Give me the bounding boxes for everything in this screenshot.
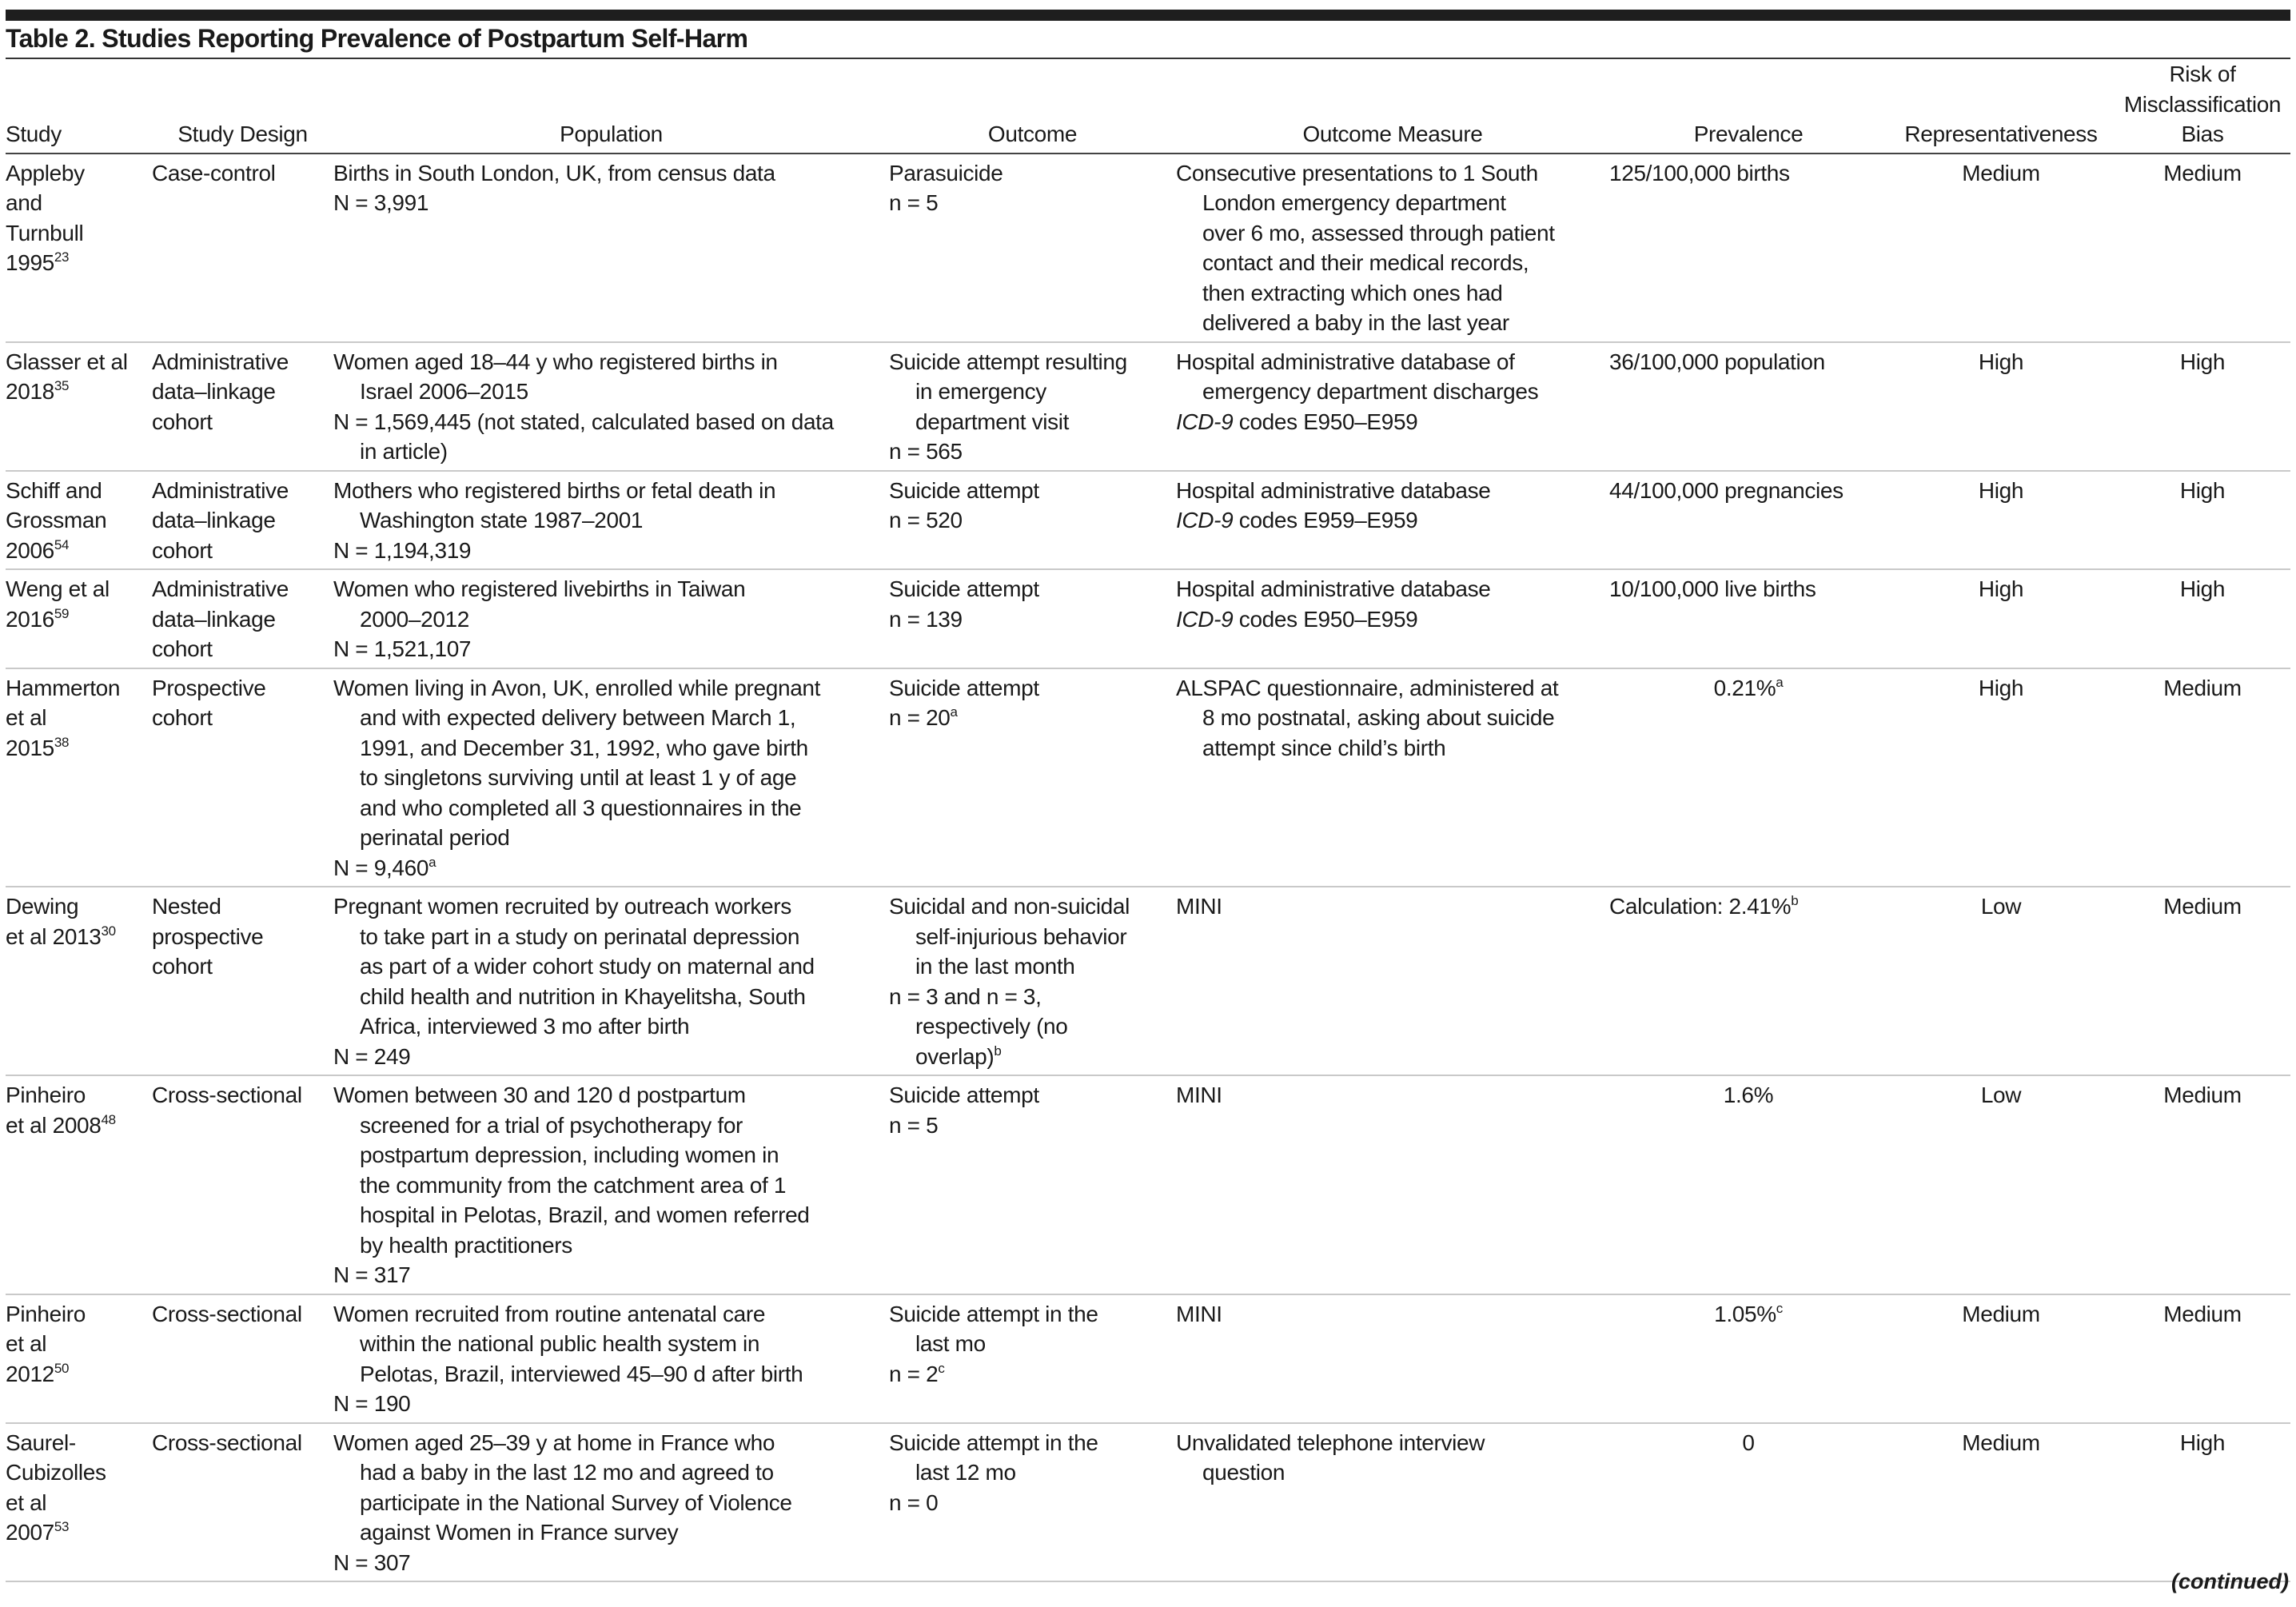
table-row	[6, 887, 2290, 1075]
study-design-cell	[152, 668, 333, 887]
study-line	[6, 1517, 152, 1548]
design-line: prospective	[152, 923, 264, 949]
footnote-marker: c	[1776, 1300, 1783, 1316]
population-line: N = 307	[333, 1549, 411, 1575]
outcome-line: n = 520	[889, 508, 963, 532]
measure-cell	[1176, 471, 1609, 570]
measure-line: Hospital administrative database	[1176, 576, 1491, 601]
prevalence-value	[1609, 1299, 1887, 1330]
header-prevalence: Prevalence	[1609, 59, 1887, 154]
population-line	[333, 853, 889, 883]
footnote-marker: b	[994, 1043, 1002, 1059]
population-line: Women recruited from routine antenatal care	[333, 1301, 766, 1326]
study-design-cell	[152, 1294, 333, 1423]
measure-line: Hospital administrative database	[1176, 477, 1491, 503]
risk-of-bias-cell: High	[2115, 569, 2290, 668]
study-line	[6, 922, 152, 952]
line-text: 1.6%	[1723, 1083, 1774, 1107]
header-risk-of-misclassification-bias	[2115, 59, 2290, 154]
header-risk-line: Risk of	[2169, 62, 2236, 86]
line-text: 0	[1742, 1430, 1755, 1455]
measure-line: then extracting which ones had	[1202, 280, 1503, 305]
measure-line: question	[1202, 1460, 1286, 1485]
footnote-marker: a	[1776, 674, 1784, 690]
table-row	[6, 154, 2290, 342]
study-line: et al	[6, 1331, 47, 1356]
measure-line: London emergency department	[1202, 190, 1506, 215]
line-text: N = 9,460	[333, 855, 429, 880]
risk-of-bias-cell: High	[2115, 1423, 2290, 1582]
population-line: Pelotas, Brazil, interviewed 45–90 d after birth	[360, 1361, 803, 1386]
population-line: Israel 2006–2015	[360, 379, 528, 404]
line-text: 1.05%	[1714, 1301, 1776, 1326]
measure-line: ALSPAC questionnaire, administered at	[1176, 675, 1559, 700]
population-line: Mothers who registered births or fetal death in	[333, 477, 776, 503]
line-text: 125/100,000 births	[1609, 160, 1790, 185]
header-risk-line: Bias	[2181, 122, 2224, 146]
population-line: postpartum depression, including women in	[360, 1142, 779, 1167]
line-text: 10/100,000 live births	[1609, 576, 1816, 601]
footnote-marker: 38	[54, 734, 70, 750]
prevalence-value	[1609, 574, 1887, 604]
measure-line	[1176, 407, 1609, 437]
population-line: in article)	[360, 439, 448, 464]
outcome-line: Suicidal and non-suicidal	[889, 894, 1130, 919]
study-cell	[6, 471, 152, 570]
design-line: Cross-sectional	[152, 1083, 302, 1107]
line-text: 2012	[6, 1361, 54, 1386]
study-cell	[6, 668, 152, 887]
design-line: Prospective	[152, 675, 266, 700]
population-line: N = 1,521,107	[333, 636, 472, 661]
header-outcome-measure: Outcome Measure	[1176, 59, 1609, 154]
study-line	[6, 248, 152, 278]
population-line: Women who registered livebirths in Taiwan	[333, 576, 746, 601]
measure-line	[1176, 505, 1609, 536]
study-line: Appleby	[6, 160, 85, 185]
study-cell	[6, 1294, 152, 1423]
population-cell	[333, 1423, 889, 1582]
prevalence-value	[1609, 158, 1887, 189]
outcome-line: in the last month	[915, 954, 1075, 979]
prevalence-cell	[1609, 154, 1887, 342]
line-text: n = 20	[889, 705, 951, 730]
header-row	[6, 59, 2290, 154]
outcome-line: in emergency	[915, 379, 1046, 404]
table-row	[6, 471, 2290, 570]
study-line: and	[6, 190, 42, 215]
prevalence-value	[1609, 1080, 1887, 1111]
design-line: data–linkage	[152, 508, 276, 532]
population-cell	[333, 887, 889, 1075]
outcome-cell	[889, 342, 1176, 471]
representativeness-cell: High	[1887, 668, 2115, 887]
study-cell	[6, 154, 152, 342]
table-row	[6, 342, 2290, 471]
population-line: N = 317	[333, 1262, 411, 1287]
header-population: Population	[333, 59, 889, 154]
measure-cell	[1176, 342, 1609, 471]
population-line: Women between 30 and 120 d postpartum	[333, 1083, 746, 1107]
risk-of-bias-cell: High	[2115, 342, 2290, 471]
outcome-line: last mo	[915, 1331, 986, 1356]
measure-line	[1176, 604, 1609, 635]
line-text: 1995	[6, 250, 54, 275]
population-line: and with expected delivery between March 1,	[360, 705, 796, 730]
population-line: perinatal period	[360, 825, 510, 850]
design-line: Administrative	[152, 576, 289, 601]
representativeness-cell: Low	[1887, 1075, 2115, 1294]
measure-line: Consecutive presentations to 1 South	[1176, 160, 1538, 185]
population-line: Women living in Avon, UK, enrolled while pregnant	[333, 675, 821, 700]
design-line: Nested	[152, 894, 221, 919]
outcome-cell	[889, 471, 1176, 570]
design-line: cohort	[152, 705, 213, 730]
footnote-marker: 23	[54, 249, 70, 265]
risk-of-bias-cell: Medium	[2115, 887, 2290, 1075]
top-rule	[6, 10, 2290, 21]
measure-line: MINI	[1176, 894, 1222, 919]
population-cell	[333, 471, 889, 570]
header-study-design: Study Design	[152, 59, 333, 154]
outcome-cell	[889, 1423, 1176, 1582]
outcome-line: n = 565	[889, 439, 963, 464]
study-line	[6, 377, 152, 407]
outcome-line: last 12 mo	[915, 1460, 1016, 1485]
prevalence-cell	[1609, 471, 1887, 570]
table-row	[6, 569, 2290, 668]
population-line: the community from the catchment area of 1	[360, 1172, 787, 1198]
study-line: Schiff and	[6, 477, 102, 503]
line-text: codes E959–E959	[1233, 508, 1418, 532]
outcome-cell	[889, 1294, 1176, 1423]
outcome-line: Suicide attempt resulting	[889, 349, 1127, 374]
study-line: Pinheiro	[6, 1083, 86, 1107]
representativeness-cell: Medium	[1887, 154, 2115, 342]
design-line: cohort	[152, 537, 213, 563]
population-line: N = 190	[333, 1391, 411, 1416]
risk-of-bias-cell: Medium	[2115, 668, 2290, 887]
footnote-marker: 54	[54, 536, 70, 552]
study-cell	[6, 1423, 152, 1582]
study-line: Weng et al	[6, 576, 110, 601]
measure-line: attempt since child’s birth	[1202, 735, 1446, 760]
outcome-line: Suicide attempt	[889, 1083, 1039, 1107]
population-cell	[333, 342, 889, 471]
outcome-cell	[889, 569, 1176, 668]
design-line: Cross-sectional	[152, 1430, 302, 1455]
outcome-line	[889, 1359, 1176, 1390]
line-text: 2016	[6, 606, 54, 632]
line-text: 36/100,000 population	[1609, 349, 1825, 374]
population-line: 1991, and December 31, 1992, who gave birth	[360, 735, 808, 760]
line-text: 44/100,000 pregnancies	[1609, 477, 1844, 503]
study-design-cell	[152, 569, 333, 668]
study-line	[6, 1111, 152, 1141]
outcome-line: Suicide attempt	[889, 477, 1039, 503]
outcome-line: n = 3 and n = 3,	[889, 983, 1042, 1009]
measure-line: emergency department discharges	[1202, 379, 1539, 404]
risk-of-bias-cell: Medium	[2115, 1294, 2290, 1423]
study-line: Dewing	[6, 894, 79, 919]
risk-of-bias-cell: High	[2115, 471, 2290, 570]
outcome-line: self-injurious behavior	[915, 923, 1127, 949]
prevalence-table	[6, 59, 2290, 1582]
outcome-line: Suicide attempt	[889, 675, 1039, 700]
measure-line: 8 mo postnatal, asking about suicide	[1202, 705, 1555, 730]
footnote-marker: 30	[101, 923, 116, 939]
population-line: Women aged 25–39 y at home in France who	[333, 1430, 775, 1455]
line-text: et al 2008	[6, 1112, 102, 1138]
prevalence-cell	[1609, 1075, 1887, 1294]
population-line: as part of a wider cohort study on maternal and	[360, 954, 815, 979]
line-text: codes E950–E959	[1233, 409, 1418, 434]
population-line: within the national public health system in	[360, 1331, 760, 1356]
measure-line: over 6 mo, assessed through patient	[1202, 220, 1555, 245]
measure-cell	[1176, 154, 1609, 342]
italic-code: ICD-9	[1176, 508, 1234, 532]
line-text: overlap)	[915, 1043, 995, 1069]
population-line: by health practitioners	[360, 1232, 572, 1258]
prevalence-value	[1609, 891, 1887, 922]
risk-of-bias-cell: Medium	[2115, 1075, 2290, 1294]
footnote-marker: a	[429, 854, 436, 870]
population-line: to singletons surviving until at least 1 y of age	[360, 765, 797, 790]
population-cell	[333, 154, 889, 342]
measure-line: Hospital administrative database of	[1176, 349, 1515, 374]
study-line	[6, 1359, 152, 1390]
header-outcome: Outcome	[889, 59, 1176, 154]
outcome-line: Suicide attempt in the	[889, 1301, 1098, 1326]
population-cell	[333, 668, 889, 887]
study-design-cell	[152, 1075, 333, 1294]
population-line: Washington state 1987–2001	[360, 508, 644, 532]
population-cell	[333, 1294, 889, 1423]
study-line: Turnbull	[6, 220, 84, 245]
representativeness-cell: Medium	[1887, 1294, 2115, 1423]
italic-code: ICD-9	[1176, 409, 1234, 434]
representativeness-cell: Medium	[1887, 1423, 2115, 1582]
design-line: cohort	[152, 409, 213, 434]
measure-cell	[1176, 1423, 1609, 1582]
outcome-cell	[889, 668, 1176, 887]
footnote-marker: b	[1791, 893, 1799, 908]
footnote-marker: c	[938, 1360, 945, 1376]
design-line: Case-control	[152, 160, 276, 185]
outcome-cell	[889, 1075, 1176, 1294]
study-line: Hammerton	[6, 675, 121, 700]
population-cell	[333, 569, 889, 668]
line-text: n = 2	[889, 1361, 939, 1386]
footnote-marker: a	[950, 704, 958, 720]
outcome-cell	[889, 154, 1176, 342]
footnote-marker: 48	[101, 1111, 116, 1127]
outcome-line: n = 0	[889, 1489, 939, 1515]
population-line: Africa, interviewed 3 mo after birth	[360, 1014, 690, 1039]
population-cell	[333, 1075, 889, 1294]
study-design-cell	[152, 887, 333, 1075]
measure-cell	[1176, 1294, 1609, 1423]
population-line: Births in South London, UK, from census data	[333, 160, 775, 185]
measure-line: contact and their medical records,	[1202, 250, 1529, 275]
design-line: cohort	[152, 954, 213, 979]
outcome-line: n = 5	[889, 190, 939, 215]
study-line	[6, 536, 152, 566]
study-cell	[6, 342, 152, 471]
representativeness-cell: Low	[1887, 887, 2115, 1075]
study-line: et al	[6, 1489, 47, 1515]
measure-cell	[1176, 1075, 1609, 1294]
representativeness-cell: High	[1887, 342, 2115, 471]
footnote-marker: 35	[54, 378, 70, 393]
outcome-line	[889, 1042, 1176, 1072]
study-line: Glasser et al	[6, 349, 128, 374]
population-line: had a baby in the last 12 mo and agreed to	[360, 1460, 774, 1485]
design-line: data–linkage	[152, 379, 276, 404]
representativeness-cell: High	[1887, 569, 2115, 668]
study-line: Saurel-	[6, 1430, 76, 1455]
prevalence-cell	[1609, 1423, 1887, 1582]
table-row	[6, 1075, 2290, 1294]
line-text: 2015	[6, 735, 54, 760]
outcome-line: Suicide attempt	[889, 576, 1039, 601]
population-line: N = 3,991	[333, 190, 429, 215]
prevalence-cell	[1609, 668, 1887, 887]
study-design-cell	[152, 471, 333, 570]
prevalence-value	[1609, 476, 1887, 506]
study-line	[6, 604, 152, 635]
study-line: et al	[6, 705, 47, 730]
line-text: 2007	[6, 1520, 54, 1545]
population-line: Pregnant women recruited by outreach workers	[333, 894, 791, 919]
population-line: N = 1,194,319	[333, 537, 472, 563]
population-line: against Women in France survey	[360, 1520, 679, 1545]
study-line: Grossman	[6, 508, 107, 532]
study-cell	[6, 569, 152, 668]
population-line: and who completed all 3 questionnaires in the	[360, 795, 802, 820]
line-text: codes E950–E959	[1233, 606, 1418, 632]
measure-line: Unvalidated telephone interview	[1176, 1430, 1485, 1455]
line-text: 2018	[6, 379, 54, 404]
outcome-line: Parasuicide	[889, 160, 1003, 185]
population-line: to take part in a study on perinatal depression	[360, 923, 800, 949]
line-text: Calculation: 2.41%	[1609, 894, 1792, 919]
line-text: et al 2013	[6, 923, 102, 949]
measure-cell	[1176, 569, 1609, 668]
population-line: screened for a trial of psychotherapy for	[360, 1112, 743, 1138]
design-line: Administrative	[152, 349, 289, 374]
prevalence-cell	[1609, 1294, 1887, 1423]
outcome-line: n = 5	[889, 1112, 939, 1138]
footnote-marker: 53	[54, 1519, 70, 1534]
study-design-cell	[152, 154, 333, 342]
prevalence-value	[1609, 673, 1887, 704]
design-line: cohort	[152, 636, 213, 661]
table-row	[6, 1423, 2290, 1582]
continued-note: (continued)	[2171, 1569, 2289, 1593]
design-line: data–linkage	[152, 606, 276, 632]
prevalence-value	[1609, 347, 1887, 377]
design-line: Cross-sectional	[152, 1301, 302, 1326]
study-line: Pinheiro	[6, 1301, 86, 1326]
header-representativeness: Representativeness	[1887, 59, 2115, 154]
table-title: Table 2. Studies Reporting Prevalence of Postpartum Self-Harm	[6, 24, 748, 53]
footnote-marker: 59	[54, 605, 70, 621]
population-line: hospital in Pelotas, Brazil, and women referred	[360, 1202, 810, 1227]
population-line: participate in the National Survey of Violence	[360, 1489, 792, 1515]
study-design-cell	[152, 1423, 333, 1582]
italic-code: ICD-9	[1176, 606, 1234, 632]
outcome-line: n = 139	[889, 606, 963, 632]
measure-cell	[1176, 668, 1609, 887]
table-row	[6, 668, 2290, 887]
study-design-cell	[152, 342, 333, 471]
prevalence-cell	[1609, 887, 1887, 1075]
header-study: Study	[6, 59, 152, 154]
population-line: child health and nutrition in Khayelitsha, South	[360, 983, 806, 1009]
measure-cell	[1176, 887, 1609, 1075]
outcome-line: respectively (no	[915, 1014, 1068, 1039]
line-text: 2006	[6, 537, 54, 563]
outcome-line: Suicide attempt in the	[889, 1430, 1098, 1455]
study-line	[6, 733, 152, 764]
prevalence-value	[1609, 1428, 1887, 1458]
header-risk-line: Misclassification	[2123, 91, 2282, 117]
prevalence-cell	[1609, 569, 1887, 668]
study-cell	[6, 1075, 152, 1294]
footnote-marker: 50	[54, 1360, 70, 1376]
measure-line: delivered a baby in the last year	[1202, 310, 1509, 335]
study-cell	[6, 887, 152, 1075]
prevalence-cell	[1609, 342, 1887, 471]
representativeness-cell: High	[1887, 471, 2115, 570]
population-line: Women aged 18–44 y who registered births in	[333, 349, 778, 374]
risk-of-bias-cell: Medium	[2115, 154, 2290, 342]
design-line: Administrative	[152, 477, 289, 503]
outcome-line	[889, 703, 1176, 733]
population-line: N = 249	[333, 1043, 411, 1069]
table-row	[6, 1294, 2290, 1423]
measure-line: MINI	[1176, 1301, 1222, 1326]
study-line: Cubizolles	[6, 1460, 106, 1485]
outcome-line: department visit	[915, 409, 1070, 434]
population-line: N = 1,569,445 (not stated, calculated based on data	[333, 409, 834, 434]
population-line: 2000–2012	[360, 606, 470, 632]
outcome-cell	[889, 887, 1176, 1075]
line-text: 0.21%	[1713, 675, 1776, 700]
measure-line: MINI	[1176, 1083, 1222, 1107]
